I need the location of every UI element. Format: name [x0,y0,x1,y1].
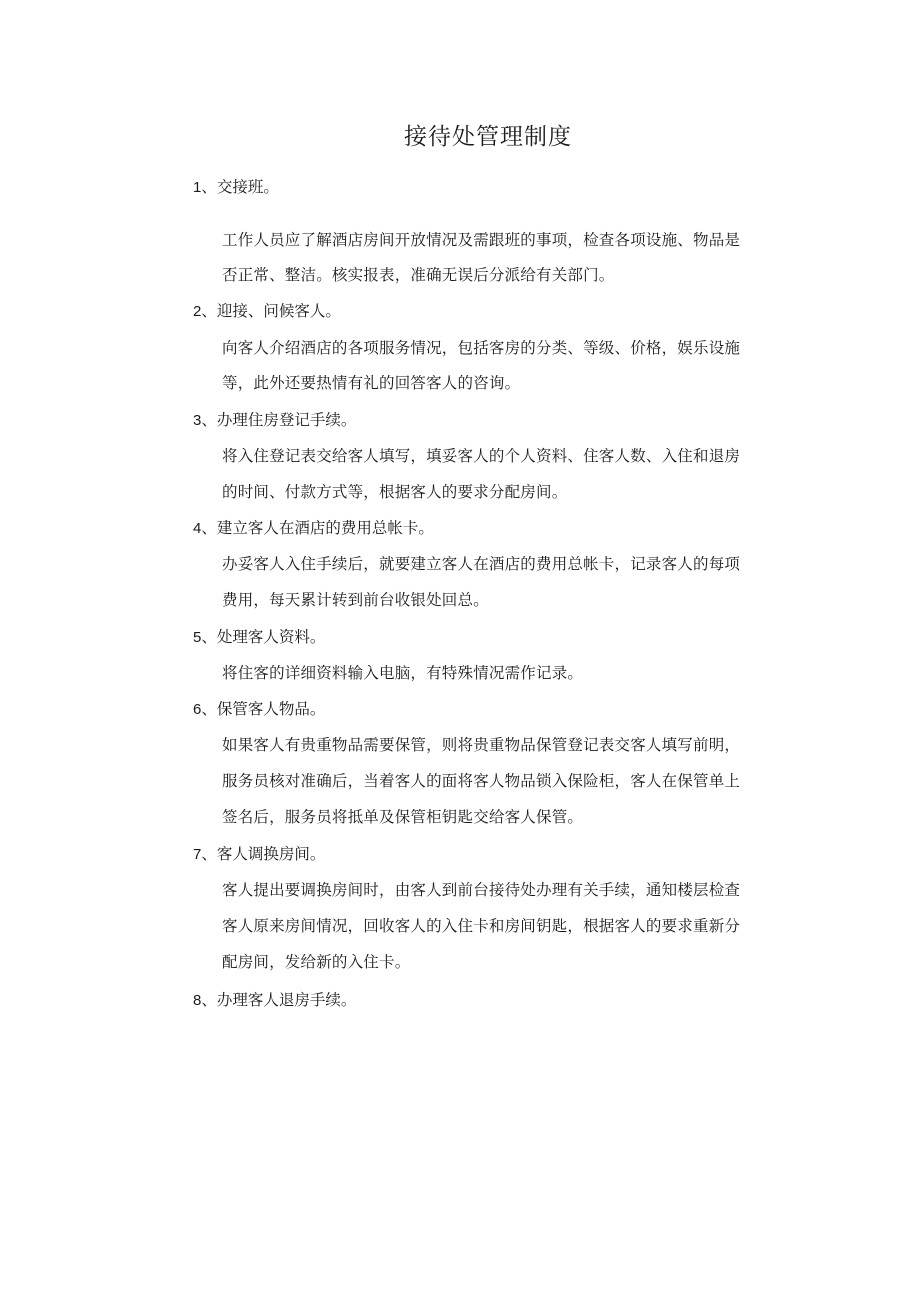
section-title: 、交接班。 [201,178,279,196]
paragraph-line: 向客人介绍酒店的各项服务情况，包括客房的分类、等级、价格，娱乐设施 [222,339,741,357]
section-number: 4 [193,520,202,537]
section-title: 、建立客人在酒店的费用总帐卡。 [201,519,434,537]
section-title: 、保管客人物品。 [201,700,326,718]
section-heading-1 [193,175,279,197]
section-heading-2 [193,299,341,321]
section-number: 3 [193,412,202,429]
paragraph-line: 签名后，服务员将抵单及保管柜钥匙交给客人保管。 [222,808,584,826]
section-title: 、客人调换房间。 [201,845,326,863]
section-title: 、办理住房登记手续。 [201,411,357,429]
paragraph-line: 工作人员应了解酒店房间开放情况及需跟班的事项，检查各项设施、物品是 [222,231,741,249]
paragraph-line: 办妥客人入住手续后，就要建立客人在酒店的费用总帐卡，记录客人的每项 [222,555,741,573]
section-number: 2 [193,303,202,320]
paragraph-line: 如果客人有贵重物品需要保管，则将贵重物品保管登记表交客人填写前明， [222,736,741,754]
paragraph-line: 客人原来房间情况，回收客人的入住卡和房间钥匙，根据客人的要求重新分 [222,917,741,935]
paragraph-line: 的时间、付款方式等，根据客人的要求分配房间。 [222,483,568,501]
section-number: 8 [193,992,202,1009]
paragraph-line: 否正常、整洁。核实报表，准确无误后分派给有关部门。 [222,266,615,284]
section-number: 6 [193,701,202,718]
section-heading-5 [193,625,325,647]
section-number: 7 [193,846,202,863]
paragraph-line: 配房间，发给新的入住卡。 [222,953,411,971]
paragraph-line: 将住客的详细资料输入电脑，有特殊情况需作记录。 [222,664,584,682]
section-heading-8 [193,988,356,1010]
section-title: 、迎接、问候客人。 [201,302,341,320]
paragraph-line: 将入住登记表交给客人填写，填妥客人的个人资料、住客人数、入住和退房 [222,447,741,465]
paragraph-line: 服务员核对准确后，当着客人的面将客人物品锁入保险柜，客人在保管单上 [222,772,741,790]
section-heading-7 [193,842,325,864]
section-number: 1 [193,179,202,196]
section-heading-4 [193,516,434,538]
page-title: 接待处管理制度 [404,124,572,150]
paragraph-line: 等，此外还要热情有礼的回答客人的咨询。 [222,374,521,392]
section-title: 、处理客人资料。 [201,628,326,646]
section-number: 5 [193,629,202,646]
section-heading-3 [193,408,356,430]
section-title: 、办理客人退房手续。 [201,991,357,1009]
paragraph-line: 客人提出要调换房间时，由客人到前台接待处办理有关手续，通知楼层检查 [222,881,741,899]
paragraph-line: 费用，每天累计转到前台收银处回总。 [222,591,489,609]
section-heading-6 [193,697,325,719]
